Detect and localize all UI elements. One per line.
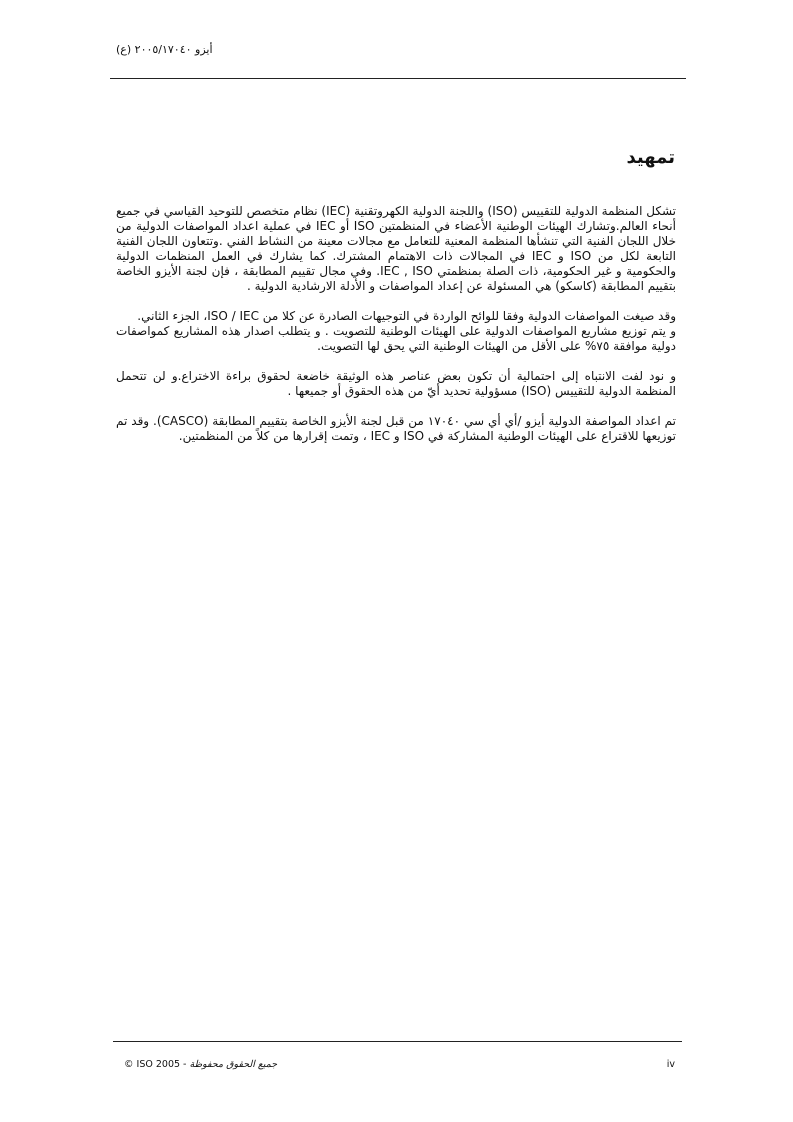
footer-divider: [113, 1041, 682, 1042]
rights-reserved-text: جميع الحقوق محفوظة: [189, 1059, 278, 1070]
paragraph-directives: وقد صيغت المواصفات الدولية وفقا للوائح الواردة في التوجيهات الصادرة عن كلا من ISO / IEC، الجزء الثاني.: [137, 309, 676, 323]
header-divider: [110, 78, 686, 79]
running-header: أيزو ٢٠٠٥/١٧٠٤٠ (ع): [116, 43, 213, 56]
paragraph-voting: و يتم توزيع مشاريع المواصفات الدولية على الهيئات الوطنية للتصويت . و يتطلب اصدار هذه المشاريع كمواصفات دولية موافقة ٧٥% على الأقل من الهيئات الوطنية التي يحق لها التصويت.: [116, 324, 676, 353]
page-number: iv: [666, 1059, 675, 1070]
page-title: تمهيد: [626, 147, 675, 168]
footer-separator: -: [180, 1059, 190, 1070]
paragraph-patents: و نود لفت الانتباه إلى احتمالية أن تكون بعض عناصر هذه الوثيقة خاضعة لحقوق براءة الاختراع.و لن تتحمل المنظمة الدولية للتقييس (ISO) مسؤولية تحديد أيّ من هذه الحقوق أو جميعها .: [116, 369, 676, 398]
footer-copyright: [124, 1059, 277, 1070]
copyright-text: © ISO 2005: [124, 1059, 181, 1070]
paragraph-intro: تشكل المنظمة الدولية للتقييس (ISO) واللجنة الدولية الكهروتقنية (IEC) نظام متخصص للتوحيد القياسي في جميع أنحاء العالم.وتشارك الهيئات الوطنية الأعضاء في المنظمتين ISO أو IEC في عملية اعداد المواصفات الدولية من خلال اللجان الفنية التي تنشأها المنظمة المعنية للتعامل مع مجالات معينة من النشاط الفني .وتتعاون اللجان الفنية التابعة لكل من ISO و IEC في المجالات ذات الاهتمام المشترك. كما يشارك في العمل المنظمات الدولية والحكومية و غير الحكومية، ذات الصلة بمنظمتي IEC , ISO. وفي مجال تقييم المطابقة ، فإن لجنة الأيزو الخاصة بتقييم المطابقة (كاسكو) هي المسئولة عن إعداد المواصفات و الأدلة الارشادية الدولية .: [116, 204, 676, 293]
paragraph-preparation: تم اعداد المواصفة الدولية أيزو /أي أي سي ١٧٠٤٠ من قبل لجنة الأيزو الخاصة بتقييم المطابقة (CASCO). وقد تم توزيعها للاقتراع على الهيئات الوطنية المشاركة في ISO و IEC ، وتمت إقرارها من كلاً من المنظمتين.: [116, 414, 676, 443]
document-body: [116, 204, 676, 459]
